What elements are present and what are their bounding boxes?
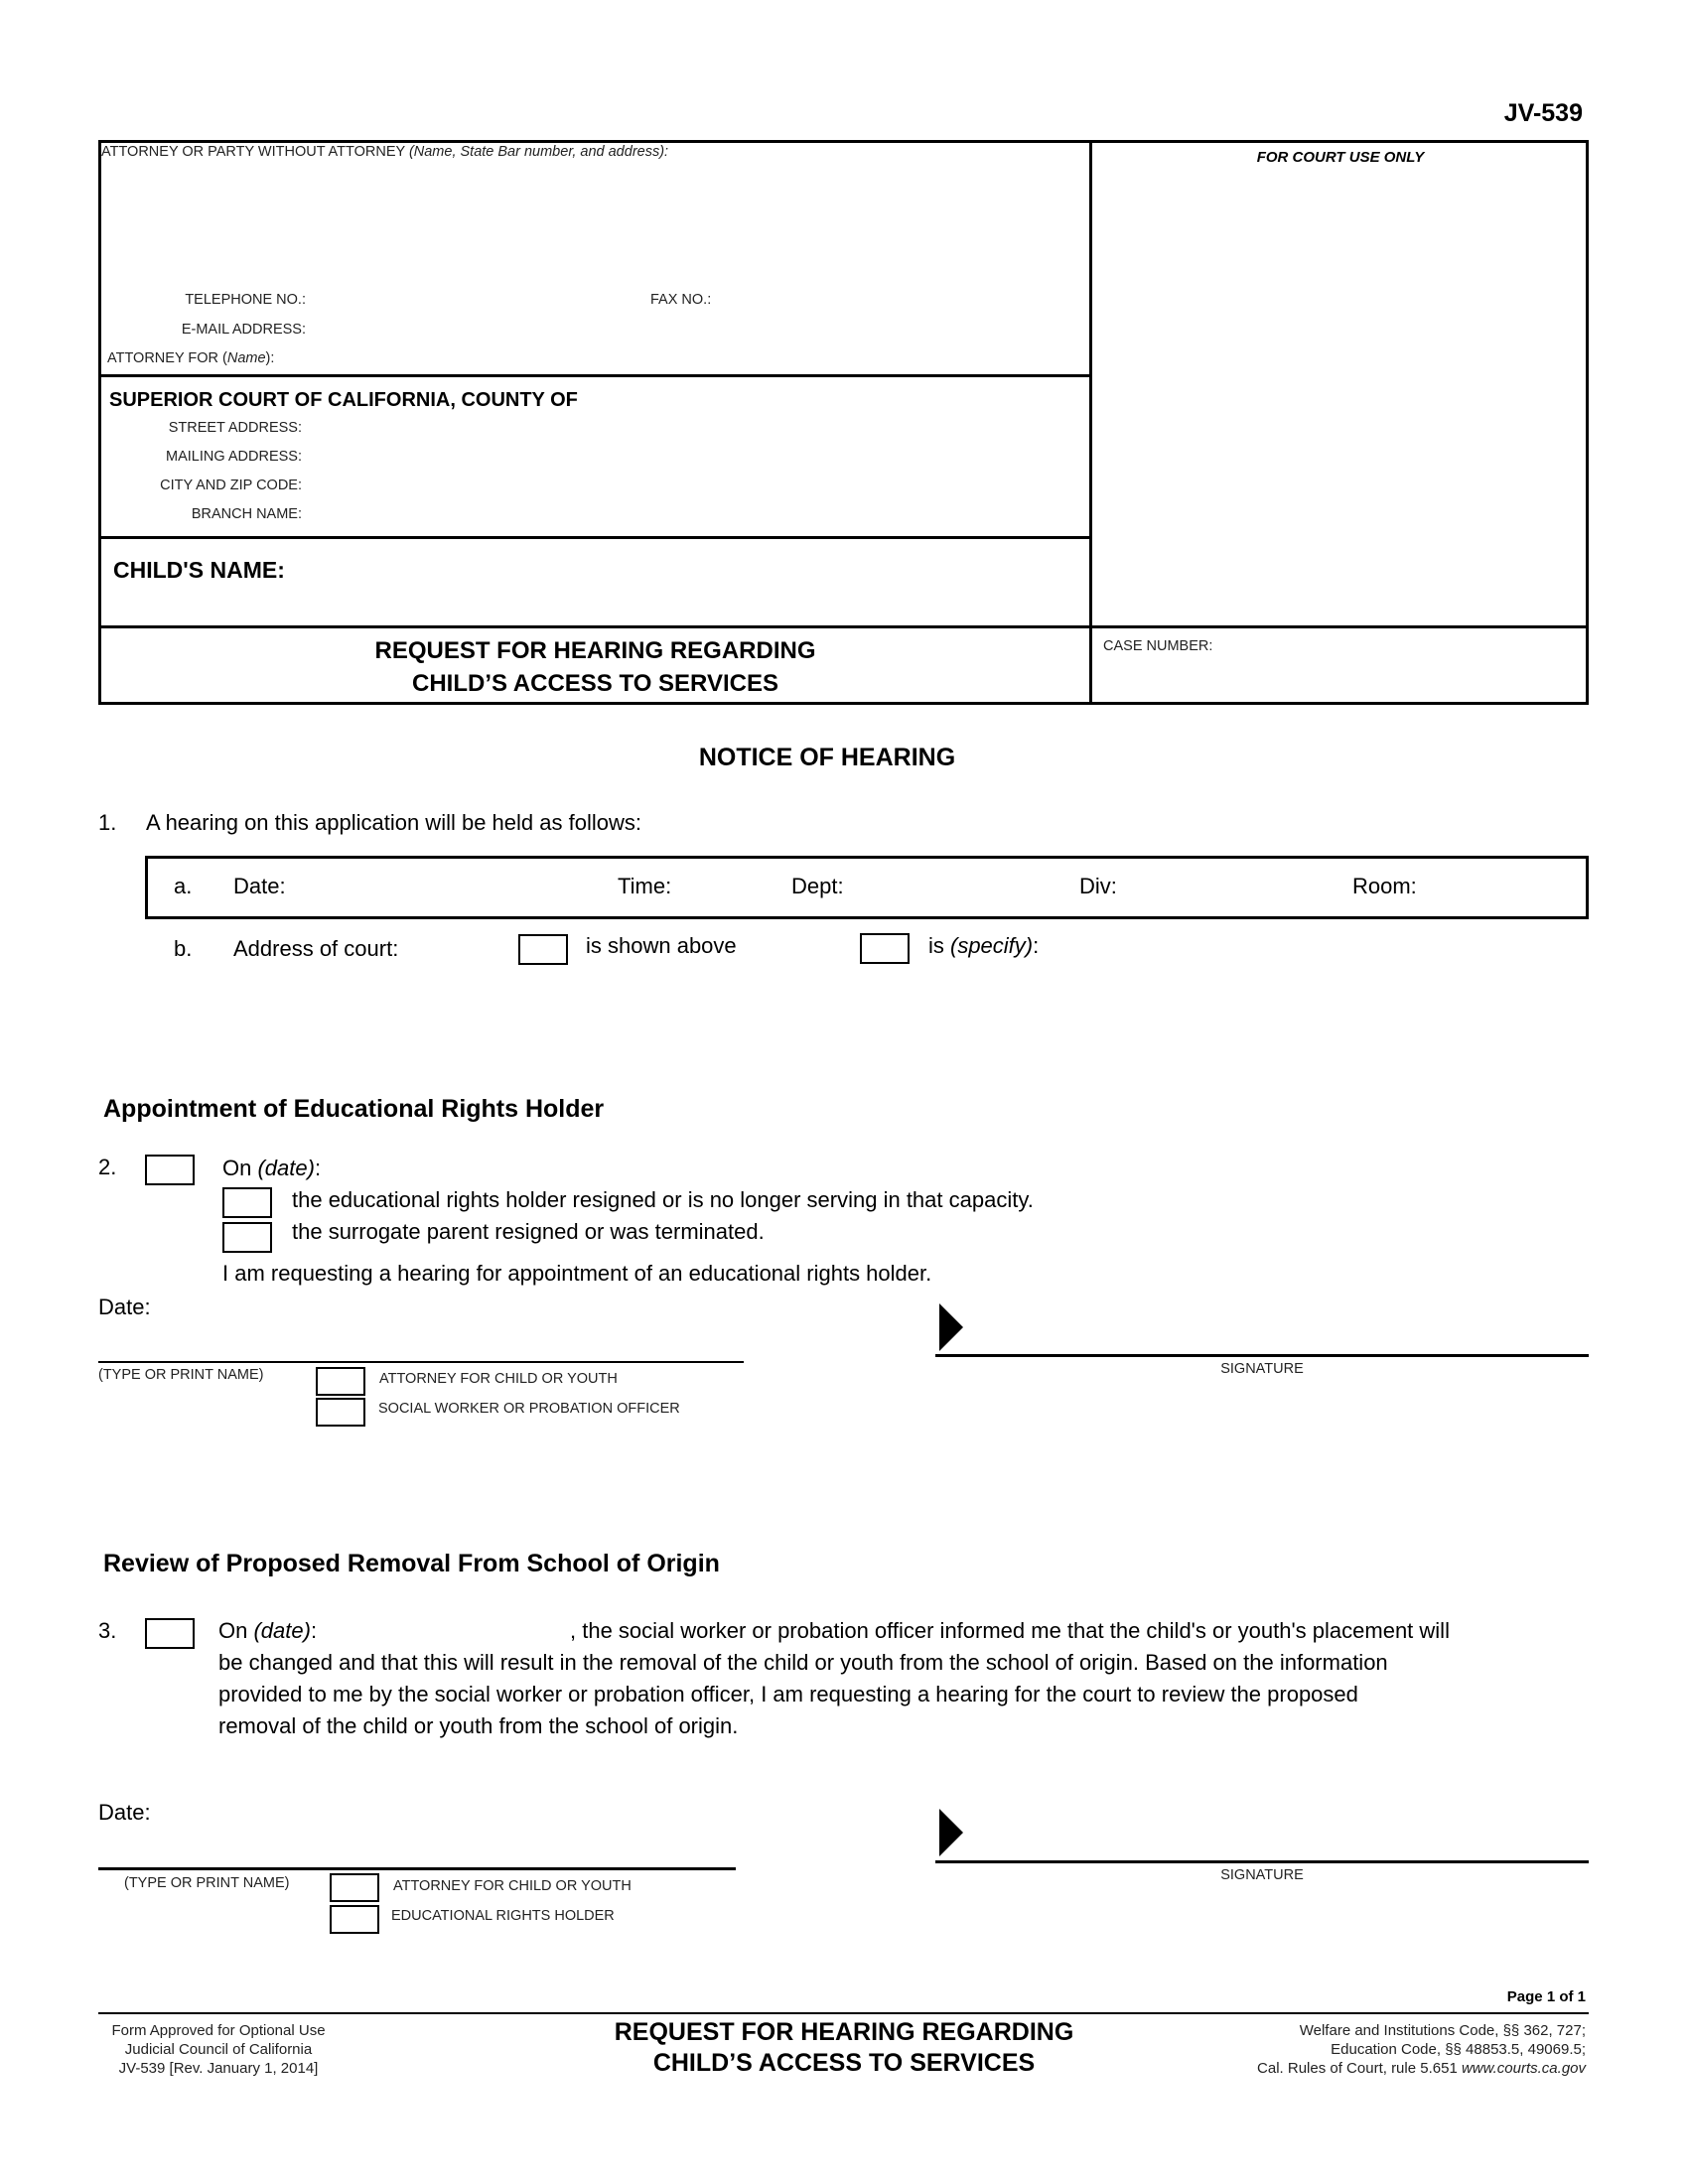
section3-signature-label: SIGNATURE (1220, 1867, 1304, 1883)
page-number: Page 1 of 1 (1506, 1988, 1586, 2005)
section2-print-name-input[interactable] (98, 1325, 748, 1357)
hearing-dept-label: Dept: (791, 874, 844, 898)
notice-heading: NOTICE OF HEARING (698, 744, 956, 771)
section2-request-text: I am requesting a hearing for appointment of an educational rights holder. (222, 1261, 932, 1286)
footer-title: REQUEST FOR HEARING REGARDING CHILD’S ACCESS TO SERVICES (614, 2018, 1074, 2077)
section3-print-name-input[interactable] (98, 1832, 740, 1863)
child-name-label: CHILD'S NAME: (113, 557, 285, 583)
case-number-input[interactable] (1103, 660, 1574, 692)
mailing-address-label: MAILING ADDRESS: (166, 449, 302, 465)
section3-date-label: Date: (98, 1800, 151, 1825)
child-name-input[interactable] (308, 554, 1076, 586)
email-input[interactable] (310, 318, 1068, 343)
section3-number: 3. (98, 1618, 117, 1643)
section3-print-name-label: (TYPE OR PRINT NAME) (124, 1875, 290, 1891)
section2-option-surrogate-resigned-label: the surrogate parent resigned or was terminated. (292, 1219, 765, 1244)
section3-date-input[interactable] (338, 1615, 570, 1647)
form-title: REQUEST FOR HEARING REGARDING CHILD’S ACCESS TO SERVICES (374, 637, 816, 697)
section3-text-line4: removal of the child or youth from the school of origin. (218, 1713, 739, 1738)
section2-date-label: Date: (98, 1295, 151, 1319)
section2-signature-arrow-icon (939, 1303, 963, 1351)
section2-date-input[interactable] (343, 1152, 744, 1183)
section3-role-attorney-checkbox[interactable] (330, 1873, 379, 1902)
fax-input[interactable] (725, 288, 1066, 314)
section3-signed-date-input[interactable] (164, 1796, 565, 1828)
section3-text-line1: , the social worker or probation officer informed me that the child's or youth's placement will (570, 1618, 1450, 1643)
section3-on-date-label: On (date): (218, 1618, 318, 1643)
section3-signature-line (935, 1860, 1589, 1863)
telephone-label: TELEPHONE NO.: (185, 292, 306, 308)
email-label: E-MAIL ADDRESS: (181, 322, 306, 338)
footer-left: Form Approved for Optional Use Judicial Council of California JV-539 [Rev. January 1, 2014] (111, 2022, 326, 2077)
section2-option-erh-resigned-label: the educational rights holder resigned or is no longer serving in that capacity. (292, 1187, 1034, 1212)
case-number-label: CASE NUMBER: (1103, 638, 1213, 654)
court-child-divider (98, 536, 1091, 539)
court-use-label: FOR COURT USE ONLY (1256, 149, 1425, 166)
telephone-input[interactable] (310, 288, 641, 314)
branch-name-input[interactable] (308, 502, 1076, 528)
hearing-time-input[interactable] (683, 870, 786, 901)
row-a-letter: a. (174, 874, 193, 898)
section3-heading: Review of Proposed Removal From School of Origin (103, 1550, 720, 1577)
attorney-name-address-input[interactable] (109, 174, 1076, 285)
section2-on-date-label: On (date): (222, 1156, 322, 1180)
section2-role-social-worker-checkbox[interactable] (316, 1398, 365, 1427)
address-shown-above-checkbox[interactable] (518, 934, 568, 965)
footer-rule (98, 2012, 1589, 2014)
address-shown-above-label: is shown above (586, 933, 737, 958)
section2-signature-line (935, 1354, 1589, 1357)
attorney-label: ATTORNEY OR PARTY WITHOUT ATTORNEY (Name, State Bar number, and address): (101, 144, 669, 160)
item1-text: A hearing on this application will be held as follows: (146, 810, 641, 835)
section3-checkbox[interactable] (145, 1618, 195, 1649)
address-specify-label: is (specify): (928, 933, 1040, 958)
section2-option-erh-resigned-checkbox[interactable] (222, 1187, 272, 1218)
section3-role-erh-label: EDUCATIONAL RIGHTS HOLDER (391, 1908, 615, 1924)
section2-number: 2. (98, 1155, 117, 1179)
child-title-divider (98, 625, 1091, 628)
item1-number: 1. (98, 810, 117, 835)
hearing-div-label: Div: (1079, 874, 1117, 898)
section2-print-name-line (98, 1361, 744, 1363)
attorney-for-input[interactable] (310, 346, 1068, 372)
section2-print-name-label: (TYPE OR PRINT NAME) (98, 1367, 264, 1383)
section2-heading: Appointment of Educational Rights Holder (103, 1095, 605, 1123)
branch-name-label: BRANCH NAME: (191, 506, 302, 522)
section2-role-social-worker-label: SOCIAL WORKER OR PROBATION OFFICER (378, 1401, 680, 1417)
hearing-time-label: Time: (618, 874, 672, 898)
caption-divider (1089, 140, 1092, 705)
street-address-label: STREET ADDRESS: (168, 420, 302, 436)
county-input[interactable] (635, 387, 1076, 415)
section2-role-attorney-checkbox[interactable] (316, 1367, 365, 1396)
address-specify-checkbox[interactable] (860, 933, 910, 964)
section3-text-line3: provided to me by the social worker or probation officer, I am requesting a hearing for the court to review the proposed (218, 1682, 1358, 1706)
mailing-address-input[interactable] (308, 445, 1076, 471)
form-number: JV-539 (1503, 99, 1583, 127)
hearing-room-label: Room: (1352, 874, 1417, 898)
street-address-input[interactable] (308, 416, 1076, 442)
hearing-date-label: Date: (233, 874, 286, 898)
address-of-court-label: Address of court: (233, 936, 399, 961)
hearing-date-input[interactable] (298, 870, 610, 901)
city-zip-label: CITY AND ZIP CODE: (160, 478, 302, 493)
section2-role-attorney-label: ATTORNEY FOR CHILD OR YOUTH (379, 1371, 618, 1387)
section3-signature-input[interactable] (973, 1817, 1583, 1856)
section3-role-attorney-label: ATTORNEY FOR CHILD OR YOUTH (393, 1878, 632, 1894)
section3-print-name-line (98, 1867, 736, 1870)
fax-label: FAX NO.: (650, 292, 712, 308)
hearing-room-input[interactable] (1430, 870, 1583, 901)
court-title: SUPERIOR COURT OF CALIFORNIA, COUNTY OF (109, 389, 578, 411)
courts-website-link[interactable]: www.courts.ca.gov (1461, 2060, 1586, 2077)
hearing-div-input[interactable] (1127, 870, 1344, 901)
attorney-for-label: ATTORNEY FOR (Name): (107, 350, 275, 366)
footer-right: Welfare and Institutions Code, §§ 362, 727; Education Code, §§ 48853.5, 49069.5; Cal. Rules of Court, rule 5.651 www.courts.ca.gov (1257, 2022, 1586, 2077)
row-b-letter: b. (174, 936, 193, 961)
hearing-dept-input[interactable] (856, 870, 1073, 901)
city-zip-input[interactable] (308, 474, 1076, 499)
section3-text-line2: be changed and that this will result in the removal of the child or youth from the school of origin. Based on the information (218, 1650, 1388, 1675)
courtuse-casenumber-divider (1089, 625, 1589, 628)
address-specify-input[interactable] (1062, 931, 1583, 963)
section3-signature-arrow-icon (939, 1809, 963, 1856)
attorney-court-divider (98, 374, 1091, 377)
section2-signature-input[interactable] (973, 1310, 1583, 1350)
section2-checkbox[interactable] (145, 1155, 195, 1185)
section2-option-surrogate-resigned-checkbox[interactable] (222, 1222, 272, 1253)
section2-signature-label: SIGNATURE (1220, 1361, 1304, 1377)
section2-signed-date-input[interactable] (164, 1291, 565, 1322)
section3-role-erh-checkbox[interactable] (330, 1905, 379, 1934)
